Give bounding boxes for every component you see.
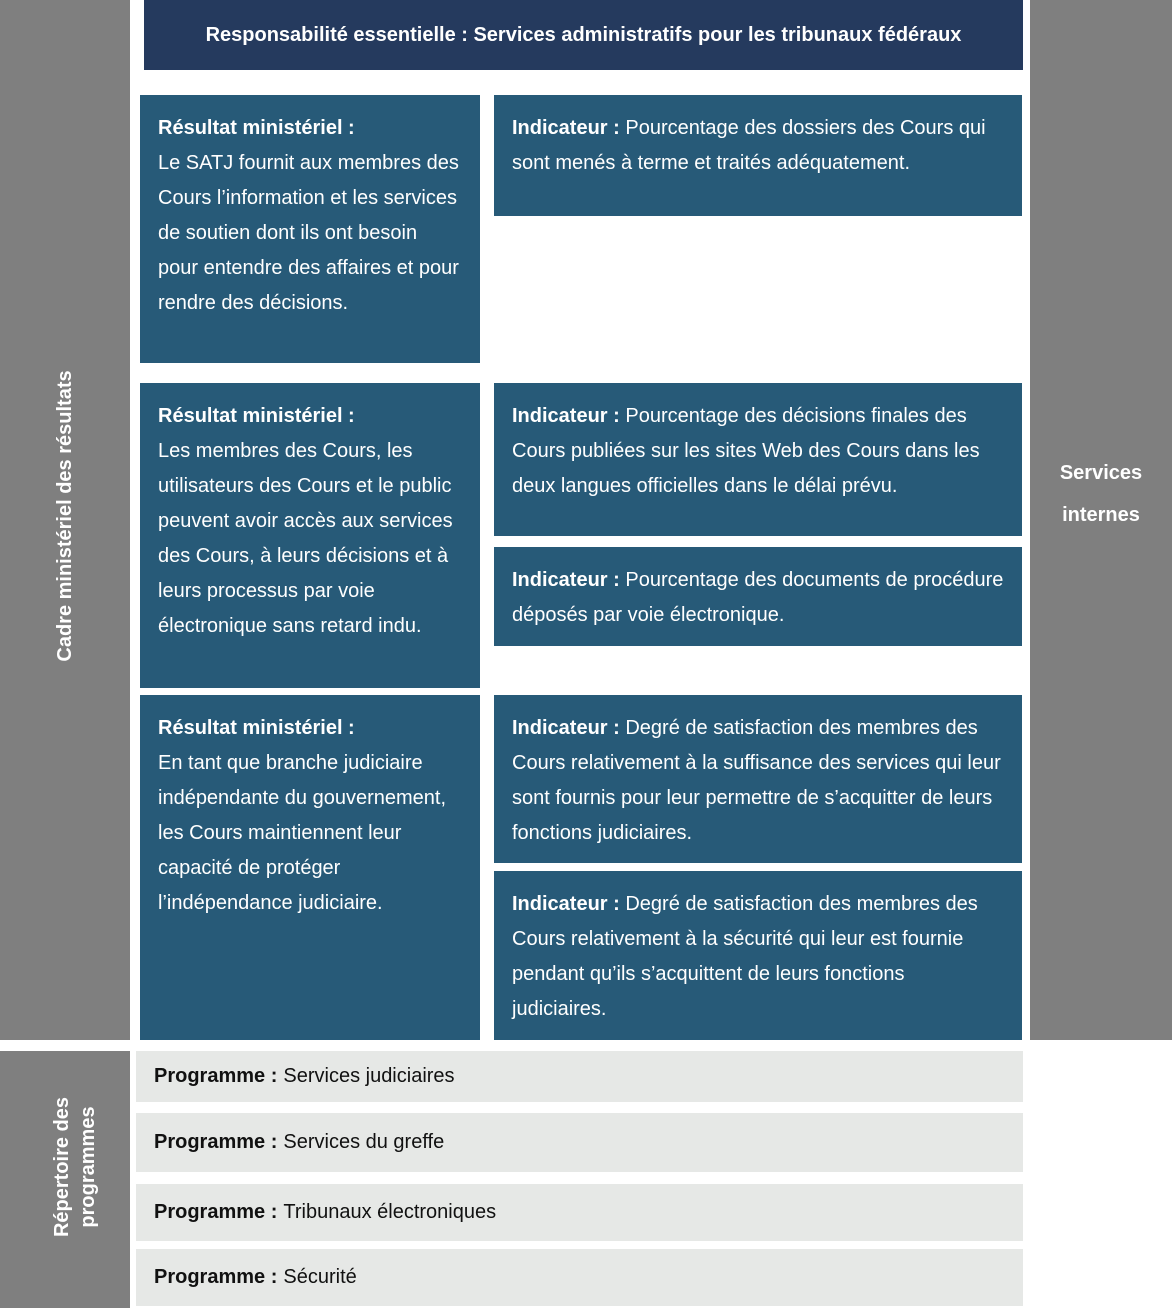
indicator-box-1 (494, 95, 1022, 216)
program-label: Programme : (154, 1201, 278, 1223)
result-text: Le SATJ fournit aux membres des Cours l’information et les services de soutien dont ils ont besoin pour entendre des affaires et pour rendre des décisions. (158, 152, 459, 314)
results-framework-label: Cadre ministériel des résultats (54, 370, 76, 662)
indicator-label: Indicateur : (512, 405, 620, 427)
indicator-text: Degré de satisfaction des membres des Cours relativement à la sécurité qui leur est fournie pendant qu’ils s’acquittent de leurs fonctions judiciaires. (512, 893, 978, 1020)
result-text: Les membres des Cours, les utilisateurs des Cours et le public peuvent avoir accès aux services des Cours, à leurs décisions et à leurs processus par voie électronique sans retard indu. (158, 440, 453, 637)
program-row-4 (136, 1249, 1023, 1306)
indicator-box-4 (494, 695, 1022, 863)
program-row-1 (136, 1051, 1023, 1102)
core-responsibility-header (144, 0, 1023, 70)
program-name: Services judiciaires (283, 1065, 455, 1087)
core-responsibility-title: Responsabilité essentielle : Services administratifs pour les tribunaux fédéraux (205, 23, 962, 46)
program-row-2 (136, 1113, 1023, 1172)
indicator-text: Degré de satisfaction des membres des Cours relativement à la suffisance des services qui leur sont fournis pour leur permettre de s’acquitter de leurs fonctions judiciaires. (512, 717, 1001, 844)
result-box-3 (140, 695, 480, 1040)
program-name: Tribunaux électroniques (283, 1201, 497, 1223)
program-inventory-band (0, 1051, 130, 1308)
program-label: Programme : (154, 1065, 278, 1087)
indicator-text: Pourcentage des documents de procédure déposés par voie électronique. (512, 569, 1004, 626)
indicator-text: Pourcentage des dossiers des Cours qui sont menés à terme et traités adéquatement. (512, 117, 986, 174)
indicator-box-2 (494, 383, 1022, 536)
program-row-3 (136, 1184, 1023, 1241)
internal-services-band (1030, 0, 1172, 1040)
indicator-label: Indicateur : (512, 569, 620, 591)
result-box-1 (140, 95, 480, 363)
result-label: Résultat ministériel : (158, 405, 355, 427)
indicator-label: Indicateur : (512, 893, 620, 915)
indicator-box-3 (494, 547, 1022, 646)
results-framework-band (0, 0, 130, 1040)
program-name: Services du greffe (283, 1131, 445, 1153)
program-label: Programme : (154, 1266, 278, 1288)
result-text: En tant que branche judiciaire indépendante du gouvernement, les Cours maintiennent leur capacité de protéger l’indépendance judiciaire. (158, 752, 447, 914)
result-box-2 (140, 383, 480, 688)
internal-services-label: Services internes (1059, 462, 1143, 526)
indicator-box-5 (494, 871, 1022, 1040)
program-name: Sécurité (283, 1266, 357, 1288)
indicator-label: Indicateur : (512, 117, 620, 139)
result-label: Résultat ministériel : (158, 117, 355, 139)
program-label: Programme : (154, 1131, 278, 1153)
indicator-text: Pourcentage des décisions finales des Cours publiées sur les sites Web des Cours dans les deux langues officielles dans le délai prévu. (512, 405, 980, 497)
program-inventory-label: Répertoire des programmes (51, 1096, 99, 1238)
indicator-label: Indicateur : (512, 717, 620, 739)
result-label: Résultat ministériel : (158, 717, 355, 739)
